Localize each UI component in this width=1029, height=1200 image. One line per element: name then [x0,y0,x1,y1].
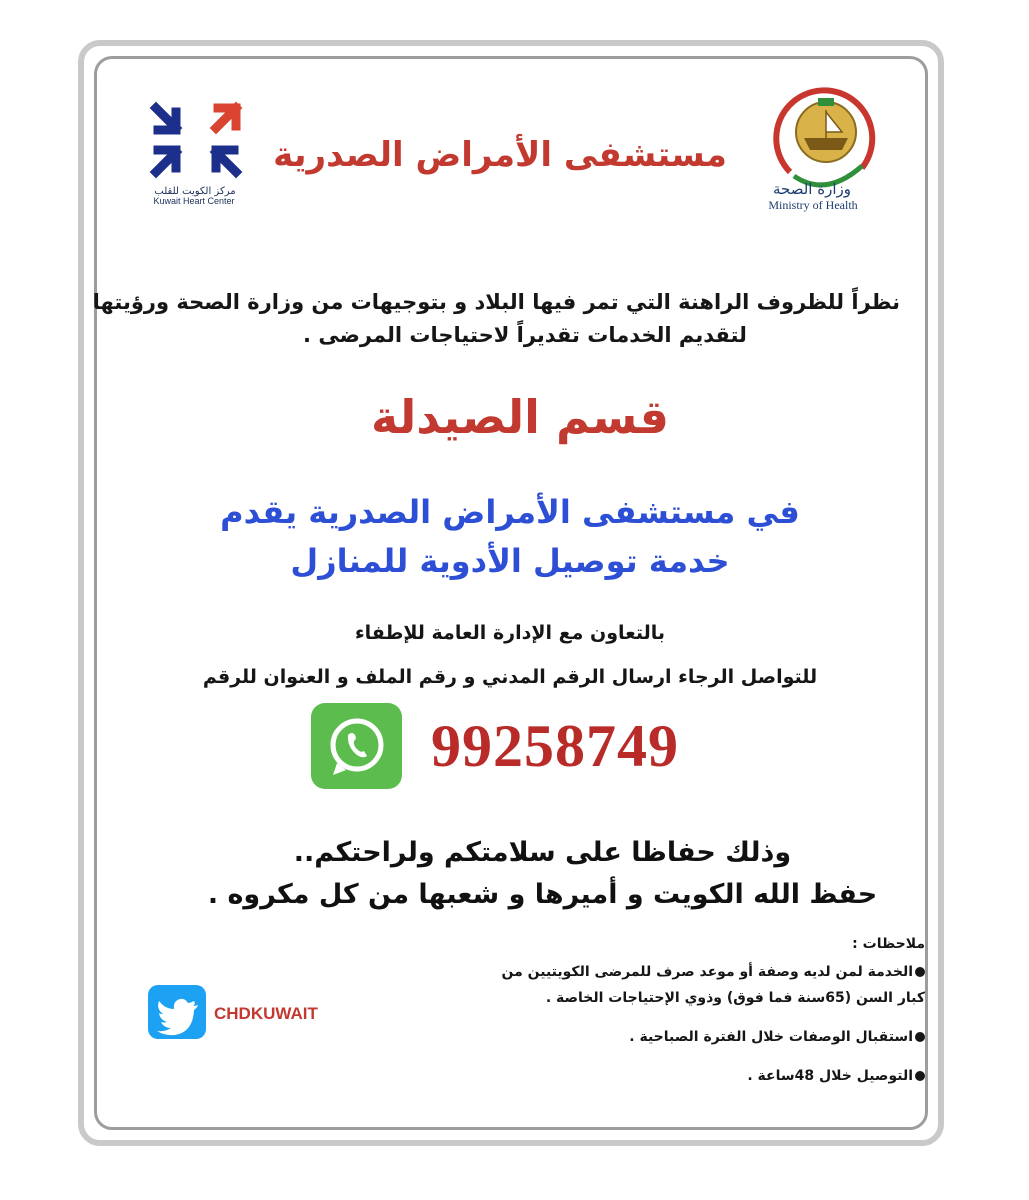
bullet-icon [915,1032,925,1042]
note-text: التوصيل خلال 48ساعة . [747,1067,913,1084]
closing-line: وذلك حفاظا على سلامتكم ولراحتكم.. [293,837,792,868]
service-line: في مستشفى الأمراض الصدرية يقدم [220,493,800,531]
contact-line: بالتعاون مع الإدارة العامة للإطفاء [354,622,666,644]
bullet-icon [915,1071,925,1081]
note-text: الخدمة لمن لديه وصفة أو موعد صرف للمرضى الكويتيين من كبار السن (65سنة فما فوق) وذوي الإحتياجات الخاصة . [501,964,925,1006]
heart-center-name-arabic: مركز الكويت للقلب [154,186,236,197]
ministry-name-english: Ministry of Health [768,198,858,212]
twitter-handle[interactable]: CHDKUWAIT [214,1004,318,1023]
intro-line: لتقديم الخدمات تقديراً لاحتياجات المرضى . [303,322,747,347]
notes-section [470,936,925,1103]
notes-title: ملاحظات : [852,936,925,952]
note-text: استقبال الوصفات خلال الفترة الصباحية . [629,1028,913,1045]
note-item [470,960,925,1012]
kuwait-heart-center-logo [146,100,246,180]
closing-line: حفظ الله الكويت و أميرها و شعبها من كل مكروه . [207,878,878,910]
phone-number[interactable]: 99258749 [431,713,679,779]
intro-line: نظراً للظروف الراهنة التي تمر فيها البلاد و بتوجيهات من وزارة الصحة ورؤيتها [92,290,900,314]
heart-center-name-english: Kuwait Heart Center [153,196,235,206]
note-item [470,1025,925,1051]
contact-instructions [150,612,870,699]
closing-message [170,832,915,916]
note-item [470,1064,925,1090]
service-announcement [170,488,850,585]
bullet-icon [915,967,925,977]
ministry-name-arabic: وزارة الصحة [773,180,851,198]
notes-list [470,960,925,1090]
department-title: قسم الصيدلة [371,390,669,444]
hospital-title: مستشفى الأمراض الصدرية [273,135,727,175]
twitter-icon[interactable] [148,985,206,1039]
whatsapp-icon[interactable] [311,703,402,789]
intro-paragraph [92,286,900,351]
contact-line: للتواصل الرجاء ارسال الرقم المدني و رقم الملف و العنوان للرقم [202,665,818,688]
service-line: خدمة توصيل الأدوية للمنازل [290,541,730,580]
